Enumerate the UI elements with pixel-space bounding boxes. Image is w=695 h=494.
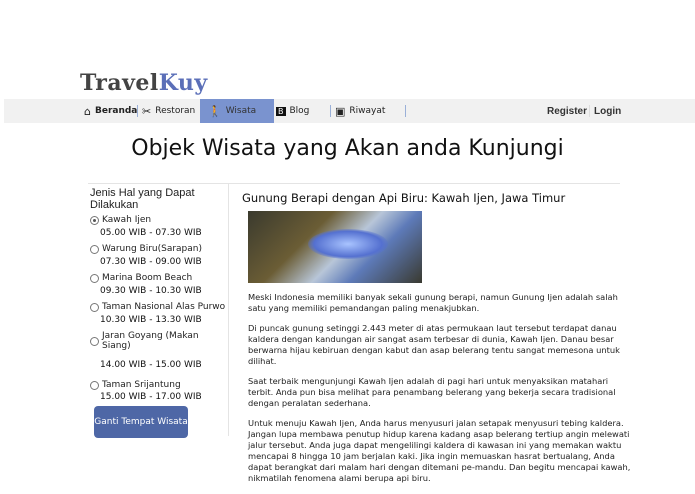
utensils-icon: ✂ xyxy=(142,104,152,118)
option-time: 09.30 WIB - 10.30 WIB xyxy=(100,286,202,296)
option-time: 05.00 WIB - 07.30 WIB xyxy=(100,228,202,238)
option-time: 15.00 WIB - 17.00 WIB xyxy=(100,392,202,402)
radio-button[interactable] xyxy=(90,245,99,254)
history-icon: ▣ xyxy=(335,104,346,118)
radio-option[interactable]: Marina Boom Beach xyxy=(90,273,226,283)
divider xyxy=(405,105,406,117)
radio-option[interactable]: Jaran Goyang (Makan Siang) xyxy=(90,331,226,351)
article-paragraph: Untuk menuju Kawah Ijen, Anda harus menyusuri jalan setapak menyusuri tebing kaldera. Jangan lupa membawa penutup hidup karena kadang asap belerang tertiup angin melewati jalur tersebut. Anda juga dapat mengelilingi kaldera di kawasan ini yang memakan waktu mencapai 8 hingga 10 jam berjalan kaki. Jika ingin memuaskan hasrat bertualang, Anda dapat berangkat dari malam hari dengan ditemani pe-mandu. Dan begitu mencapai kawah, nikmatilah fenomena alami berupa api biru. xyxy=(248,418,631,483)
logo[interactable]: TravelKuy xyxy=(80,70,208,96)
divider xyxy=(589,105,590,117)
article-paragraph: Meski Indonesia memiliki banyak sekali gunung berapi, namun Gunung Ijen adalah salah satu yang memiliki pemandangan paling menakjubkan. xyxy=(248,292,618,313)
change-destination-button[interactable]: Ganti Tempat Wisata xyxy=(94,406,188,438)
nav-blog[interactable]: B Blog xyxy=(278,106,310,116)
radio-option[interactable]: Kawah Ijen xyxy=(90,215,226,225)
article-paragraph: Saat terbaik mengunjungi Kawah Ijen adalah di pagi hari untuk menyaksikan matahari terbit. Anda pun bisa melihat para penambang belerang yang bekerja secara tradisional dengan peralatan sederhana. xyxy=(248,376,616,408)
kawah-ijen-image xyxy=(248,211,422,283)
article-paragraph: Di puncak gunung setinggi 2.443 meter di atas permukaan laut tersebut terdapat danau kaldera dengan kandungan air sangat asam terbesar di dunia, Kawah Ijen. Danau besar berwarna hijau kebiruan dengan kabut dan asap belerang tentu sangat memesona untuk dilihat. xyxy=(248,323,620,366)
option-time: 07.30 WIB - 09.00 WIB xyxy=(100,257,202,267)
divider xyxy=(330,105,331,117)
radio-button[interactable] xyxy=(90,303,99,312)
radio-button[interactable] xyxy=(90,274,99,283)
radio-button[interactable] xyxy=(90,337,99,346)
radio-button[interactable] xyxy=(90,216,99,225)
nav-riwayat[interactable]: ▣ Riwayat xyxy=(335,104,386,118)
nav-bar xyxy=(4,99,695,123)
divider xyxy=(228,184,229,436)
nav-restoran[interactable]: ✂ Restoran xyxy=(142,104,196,118)
option-time: 14.00 WIB - 15.00 WIB xyxy=(100,360,202,370)
article xyxy=(242,191,632,484)
activity-sidebar xyxy=(90,187,226,438)
option-time: 10.30 WIB - 13.30 WIB xyxy=(100,315,202,325)
home-icon: ⌂ xyxy=(84,104,91,118)
radio-button[interactable] xyxy=(90,381,99,390)
article-title: Gunung Berapi dengan Api Biru: Kawah Ijen, Jawa Timur xyxy=(242,191,566,205)
divider xyxy=(88,183,620,184)
login-link[interactable]: Login xyxy=(594,105,622,117)
hiker-icon: 🚶 xyxy=(208,104,222,118)
page-title: Objek Wisata yang Akan anda Kunjungi xyxy=(131,136,564,161)
divider xyxy=(137,105,138,117)
sidebar-heading: Jenis Hal yang Dapat Dilakukan xyxy=(90,187,195,211)
radio-option[interactable]: Warung Biru(Sarapan) xyxy=(90,244,226,254)
blog-icon: B xyxy=(278,106,284,116)
register-link[interactable]: Register xyxy=(547,105,588,117)
radio-option[interactable]: Taman Nasional Alas Purwo xyxy=(90,302,226,312)
radio-option[interactable]: Taman Srijantung xyxy=(90,380,226,390)
nav-beranda[interactable]: ⌂ Beranda xyxy=(84,104,138,118)
nav-wisata[interactable]: 🚶 Wisata xyxy=(200,99,274,123)
